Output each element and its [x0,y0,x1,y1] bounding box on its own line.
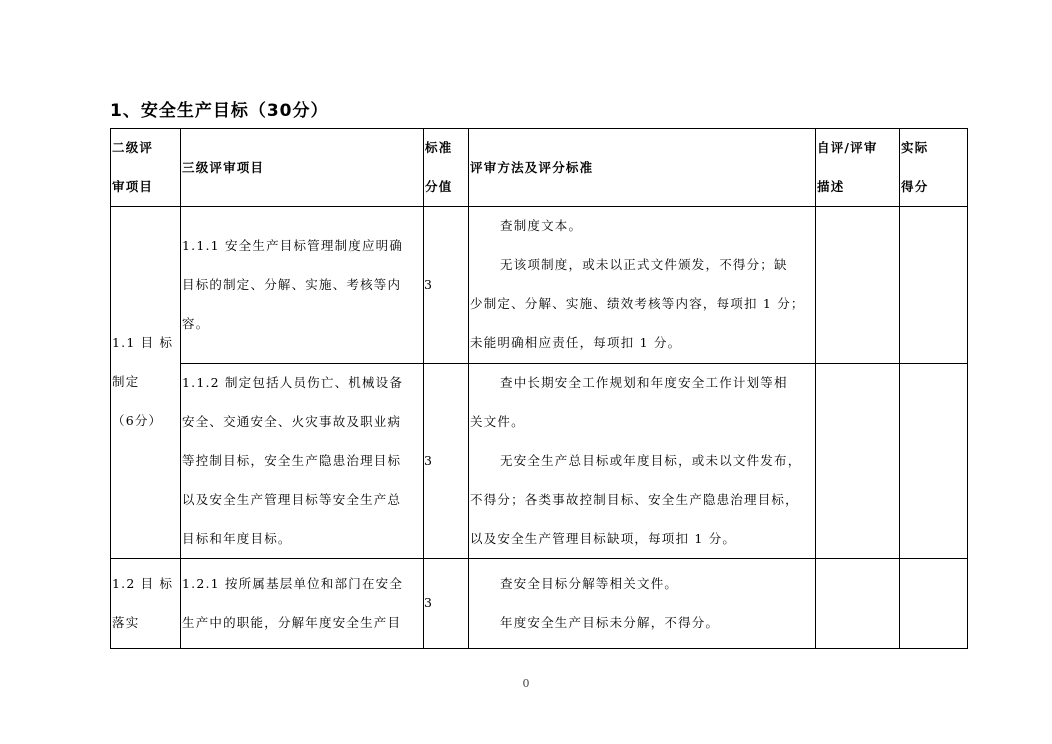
header-level2 [112,128,178,206]
cell-text: （6分） [112,413,163,428]
level2-item-1-2 [112,564,180,642]
table-rule [967,128,968,649]
cell-text: 落实 [112,615,140,630]
header-text: 实际 [901,140,929,155]
cell-text: 以及安全生产管理目标缺项，每项扣 1 分。 [470,531,737,546]
header-text: 得分 [901,179,929,194]
evaluation-table [110,128,968,648]
cell-text: 关文件。 [470,414,525,429]
table-rule [110,128,111,649]
header-text: 三级评审项目 [182,160,265,175]
table-rule [899,128,900,649]
header-score [425,128,467,206]
header-text: 描述 [817,179,845,194]
cell-text: 1.1.2 制定包括人员伤亡、机械设备 [182,375,404,390]
header-text: 审项目 [112,179,154,194]
score-1-1-1: 3 [424,277,434,292]
header-self-eval [817,128,897,206]
cell-text: 生产中的职能，分解年度安全生产目 [182,615,402,630]
cell-text: 目标的制定、分解、实施、考核等内 [182,277,402,292]
header-text: 评审方法及评分标准 [470,160,594,175]
method-1-1-1 [470,206,815,362]
cell-text: 无安全生产总目标或年度目标，或未以文件发布， [500,453,802,468]
method-1-2-1 [470,564,815,642]
page-number: 0 [522,677,530,690]
cell-text: 1.1.1 安全生产目标管理制度应明确 [182,238,404,253]
cell-text: 以及安全生产管理目标等安全生产总 [182,492,402,507]
cell-text: 目标和年度目标。 [182,531,292,546]
method-1-1-2 [470,363,815,558]
score-1-2-1: 3 [424,595,434,610]
header-actual-score [901,128,965,206]
level3-item-1-1-1 [182,226,422,343]
cell-text: 1.2 目 标 [112,576,174,591]
table-rule [423,128,424,649]
table-rule [110,648,968,649]
header-level3 [182,148,420,187]
cell-text: 查中长期安全工作规划和年度安全工作计划等相 [500,375,788,390]
cell-text: 少制定、分解、实施、绩效考核等内容，每项扣 1 分； [470,296,805,311]
cell-text: 查安全目标分解等相关文件。 [500,576,679,591]
header-text: 自评/评审 [817,140,878,155]
cell-text: 1.2.1 按所属基层单位和部门在安全 [182,576,404,591]
cell-text: 制定 [112,374,140,389]
cell-text: 安全、交通安全、火灾事故及职业病 [182,414,402,429]
header-text: 二级评 [112,140,154,155]
level3-item-1-2-1 [182,564,422,642]
cell-text: 年度安全生产目标未分解，不得分。 [500,615,720,630]
table-rule [180,128,181,649]
cell-text: 无该项制度，或未以正式文件颁发，不得分；缺 [500,257,788,272]
header-text: 标准 [425,140,453,155]
level2-item-1-1 [112,323,180,440]
cell-text: 查制度文本。 [500,218,583,233]
section-title: 1、安全生产目标（30分） [110,101,329,121]
score-1-1-2: 3 [424,453,434,468]
table-rule [468,128,469,649]
header-method [470,148,814,187]
level3-item-1-1-2 [182,363,422,558]
cell-text: 容。 [182,316,210,331]
cell-text: 不得分；各类事故控制目标、安全生产隐患治理目标， [470,492,799,507]
cell-text: 1.1 目 标 [112,335,174,350]
header-text: 分值 [425,179,453,194]
cell-text: 未能明确相应责任，每项扣 1 分。 [470,335,682,350]
table-rule [815,128,816,649]
table-rule [110,558,968,559]
cell-text: 等控制目标，安全生产隐患治理目标 [182,453,402,468]
